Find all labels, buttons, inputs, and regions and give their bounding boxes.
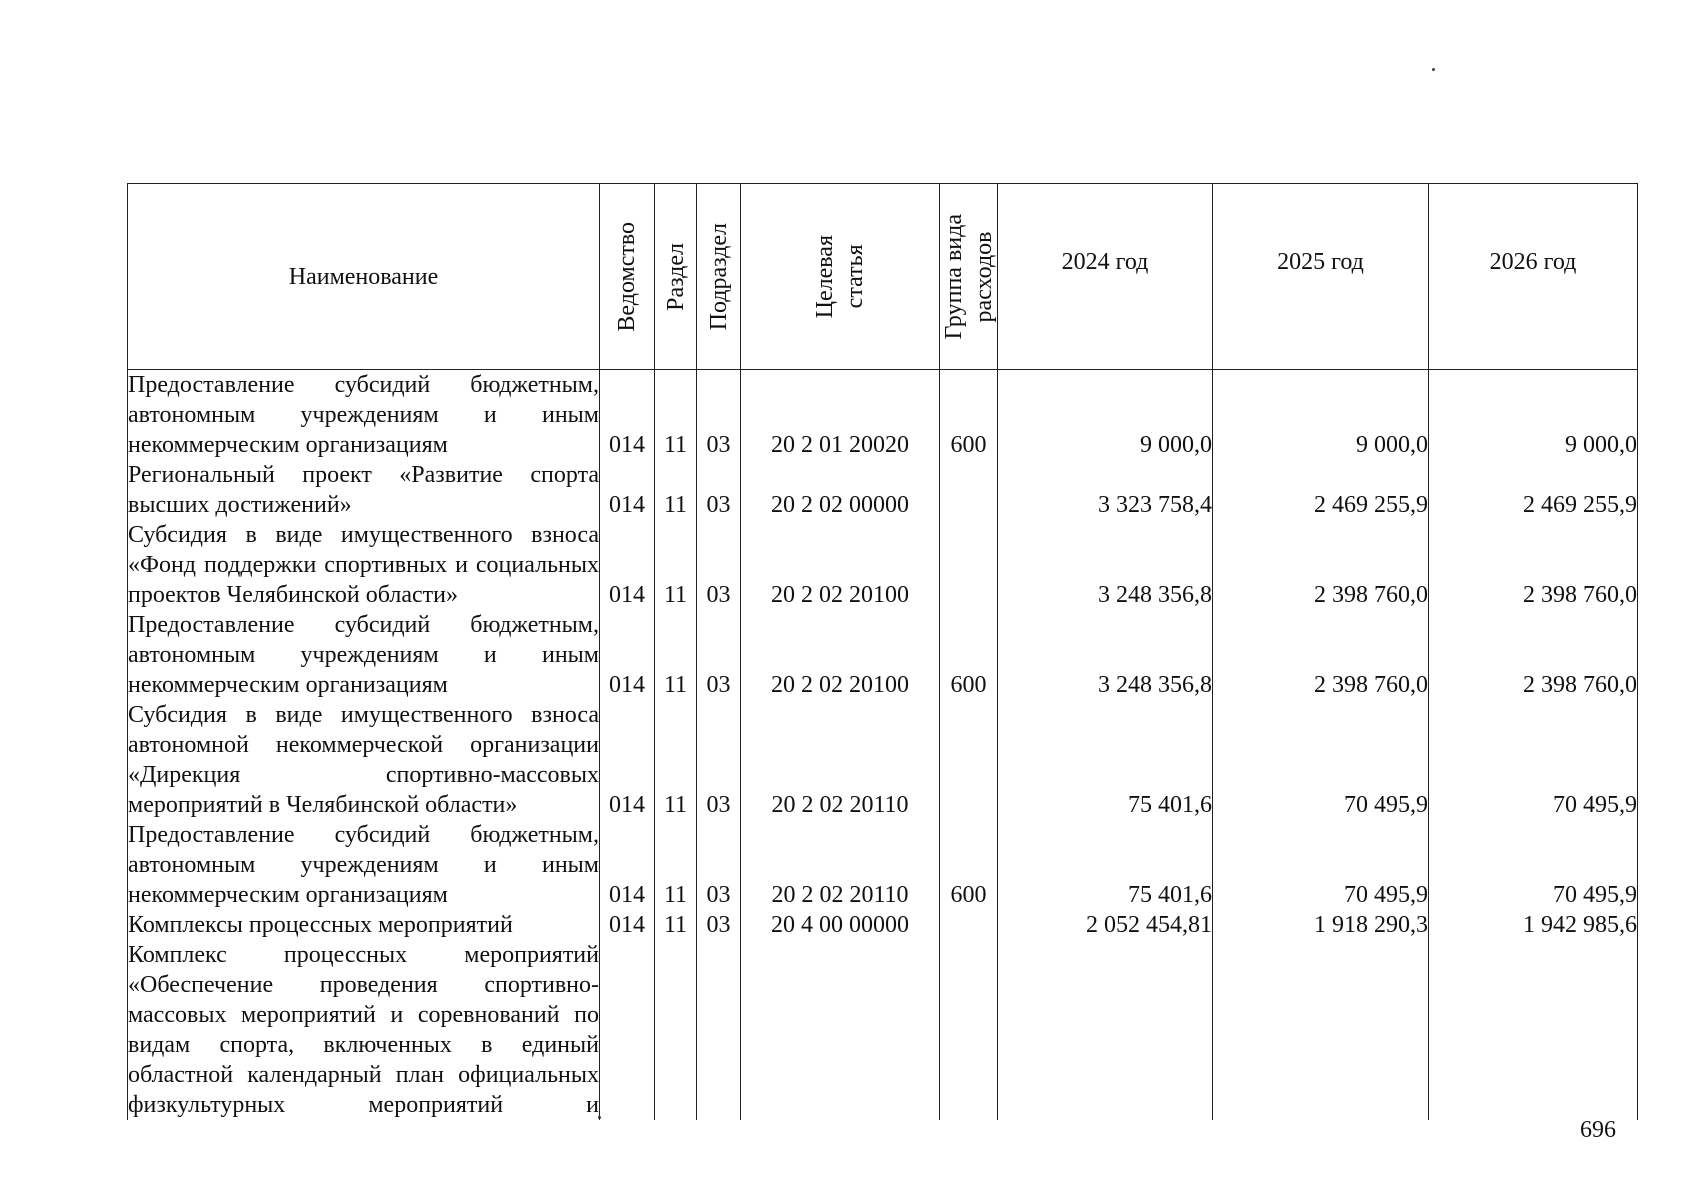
row-subsection: 03	[697, 520, 741, 610]
budget-table	[127, 183, 1638, 1120]
row-name: Предоставление субсидий бюджетным, автономным учреждениям и иным некоммерческим организациям	[128, 612, 599, 698]
row-group	[940, 910, 998, 940]
row-section	[655, 940, 697, 1120]
row-name: Региональный проект «Развитие спорта высших достижений»	[128, 462, 599, 518]
row-2024: 75 401,6	[998, 700, 1213, 820]
row-dept: 014	[600, 820, 655, 910]
row-group	[940, 520, 998, 610]
row-section: 11	[655, 520, 697, 610]
table-row	[128, 940, 1638, 1120]
header-row	[128, 184, 1638, 370]
row-name: Субсидия в виде имущественного взноса «Фонд поддержки спортивных и социальных проектов Челябинской области»	[128, 522, 599, 608]
row-2024: 2 052 454,81	[998, 910, 1213, 940]
table-row	[128, 520, 1638, 610]
row-2026: 9 000,0	[1429, 370, 1638, 461]
row-dept: 014	[600, 910, 655, 940]
table-row	[128, 820, 1638, 910]
row-group: 600	[940, 610, 998, 700]
row-target: 20 2 01 20020	[741, 370, 940, 461]
row-subsection: 03	[697, 460, 741, 520]
header-name: Наименование	[128, 184, 600, 370]
row-2024: 3 248 356,8	[998, 610, 1213, 700]
row-group	[940, 700, 998, 820]
row-2026	[1429, 940, 1638, 1120]
row-section: 11	[655, 460, 697, 520]
row-group: 600	[940, 370, 998, 461]
scan-speck	[1432, 68, 1435, 71]
row-dept: 014	[600, 520, 655, 610]
row-dept: 014	[600, 460, 655, 520]
row-dept: 014	[600, 700, 655, 820]
row-subsection: 03	[697, 370, 741, 461]
row-name: Предоставление субсидий бюджетным, автономным учреждениям и иным некоммерческим организациям	[128, 370, 600, 461]
row-2024: 3 323 758,4	[998, 460, 1213, 520]
header-2025: 2025 год	[1213, 184, 1429, 370]
header-section: Раздел	[655, 184, 697, 370]
row-2026: 70 495,9	[1429, 700, 1638, 820]
row-target	[741, 940, 940, 1120]
header-group: Группа вида расходов	[940, 184, 998, 370]
row-name: Комплексы процессных мероприятий	[128, 910, 600, 940]
row-2025: 9 000,0	[1213, 370, 1429, 461]
row-subsection: 03	[697, 610, 741, 700]
row-section: 11	[655, 910, 697, 940]
row-target: 20 2 02 20100	[741, 610, 940, 700]
row-target: 20 2 02 20110	[741, 820, 940, 910]
row-target: 20 4 00 00000	[741, 910, 940, 940]
row-dept: 014	[600, 610, 655, 700]
row-dept: 014	[600, 370, 655, 461]
header-2024: 2024 год	[998, 184, 1213, 370]
row-dept	[600, 940, 655, 1120]
row-2025: 1 918 290,3	[1213, 910, 1429, 940]
row-2025: 2 469 255,9	[1213, 460, 1429, 520]
row-2026: 2 469 255,9	[1429, 460, 1638, 520]
row-2024: 75 401,6	[998, 820, 1213, 910]
row-group: 600	[940, 820, 998, 910]
row-2025: 2 398 760,0	[1213, 610, 1429, 700]
table-row	[128, 370, 1638, 461]
row-2024: 3 248 356,8	[998, 520, 1213, 610]
row-2025: 70 495,9	[1213, 700, 1429, 820]
header-target: Целевая статья	[741, 184, 940, 370]
row-2024: 9 000,0	[998, 370, 1213, 461]
row-section: 11	[655, 610, 697, 700]
row-target: 20 2 02 20110	[741, 700, 940, 820]
header-2026: 2026 год	[1429, 184, 1638, 370]
row-target: 20 2 02 00000	[741, 460, 940, 520]
row-name: Предоставление субсидий бюджетным, автономным учреждениям и иным некоммерческим организациям	[128, 822, 599, 908]
table-row	[128, 700, 1638, 820]
row-2025: 70 495,9	[1213, 820, 1429, 910]
row-section: 11	[655, 700, 697, 820]
row-2025	[1213, 940, 1429, 1120]
row-name: Субсидия в виде имущественного взноса автономной некоммерческой организации «Дирекция спортивно-массовых мероприятий в Челябинской области»	[128, 702, 599, 818]
table-row	[128, 910, 1638, 940]
row-subsection: 03	[697, 700, 741, 820]
table-row	[128, 460, 1638, 520]
row-name: Комплекс процессных мероприятий «Обеспечение проведения спортивно-массовых мероприятий и соревнований по видам спорта, включенных в единый областной календарный план официальных физкультурных мероприятий и	[128, 942, 599, 1118]
row-group	[940, 460, 998, 520]
row-subsection: 03	[697, 820, 741, 910]
page-number: 696	[1580, 1117, 1616, 1143]
row-2024	[998, 940, 1213, 1120]
row-2025: 2 398 760,0	[1213, 520, 1429, 610]
table-row	[128, 610, 1638, 700]
row-2026: 1 942 985,6	[1429, 910, 1638, 940]
header-dept: Ведомство	[600, 184, 655, 370]
header-subsection: Подраздел	[697, 184, 741, 370]
row-section: 11	[655, 370, 697, 461]
row-group	[940, 940, 998, 1120]
row-2026: 2 398 760,0	[1429, 520, 1638, 610]
row-section: 11	[655, 820, 697, 910]
row-2026: 2 398 760,0	[1429, 610, 1638, 700]
row-target: 20 2 02 20100	[741, 520, 940, 610]
row-subsection: 03	[697, 910, 741, 940]
row-2026: 70 495,9	[1429, 820, 1638, 910]
row-subsection	[697, 940, 741, 1120]
